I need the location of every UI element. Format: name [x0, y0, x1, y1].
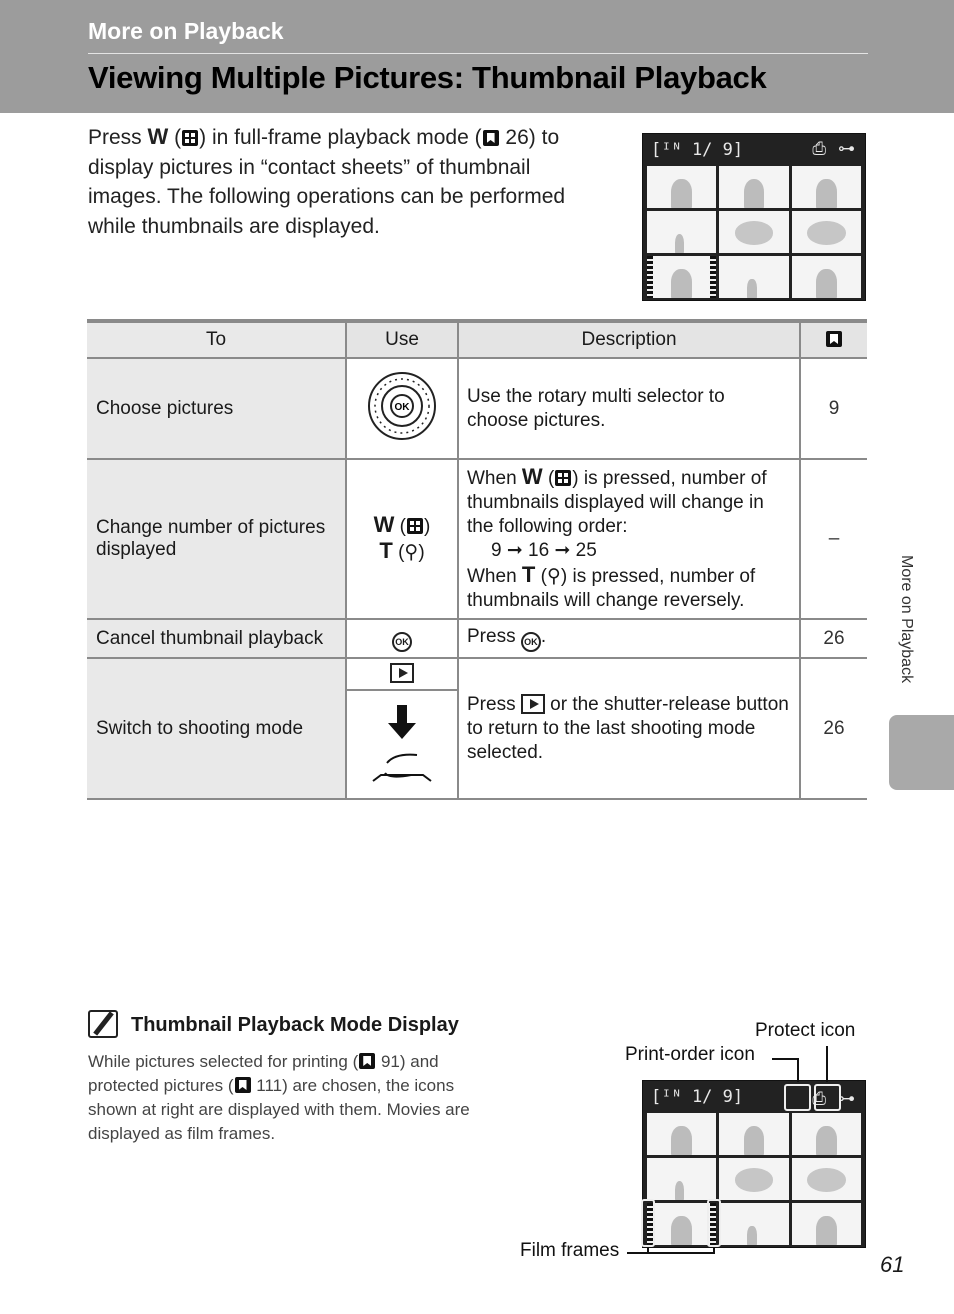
page-ref-icon: [826, 331, 842, 347]
screen-icons: [812, 139, 855, 159]
thumbnail: [647, 211, 716, 253]
row-use: [346, 358, 458, 459]
page-number: 61: [880, 1252, 905, 1277]
thumbnail-screen-example: [642, 133, 866, 301]
playback-button-icon: [390, 663, 414, 683]
note-title: Thumbnail Playback Mode Display: [131, 1014, 459, 1036]
desc-text: Press: [467, 626, 516, 647]
intro-rest: ) to display pictures in “contact sheets” of thumbnail images. The following operations can be performed while thumbnails are displayed.: [88, 126, 566, 238]
table-header-row: [87, 321, 867, 358]
page-header: [0, 0, 954, 113]
note-ref: 111: [256, 1076, 283, 1095]
thumbnail-grid-icon: [555, 470, 571, 486]
note-body: [88, 1050, 478, 1146]
row-description: Use the rotary multi selector to choose pictures.: [458, 358, 800, 459]
thumbnail-grid: [647, 166, 861, 298]
intro-paren: (: [174, 126, 182, 149]
shutter-release-button-icon: [367, 691, 437, 789]
protect-icon-callout: Protect icon: [755, 1020, 856, 1041]
side-tab-label: More on Playback: [898, 555, 915, 684]
row-description: Press OK .: [458, 619, 800, 658]
thumbnail: [792, 211, 861, 253]
picture-counter: [ᴵᴺ 1/ 9]: [651, 1087, 744, 1107]
row-use: W ( ) T (⚲): [346, 459, 458, 619]
magnifier-icon: ⚲: [546, 566, 561, 587]
row-page: 26: [800, 658, 867, 799]
desc-text: When: [467, 566, 517, 587]
intro-ref-page: 26: [505, 126, 529, 149]
rotary-multi-selector-icon: [366, 370, 438, 442]
print-order-icon-callout: Print-order icon: [625, 1044, 755, 1065]
note-text: ) are chosen, the icons shown at right are displayed with them. Movies are displayed as film frames.: [88, 1076, 470, 1143]
film-frame-highlight-left: [641, 1199, 655, 1247]
movie-thumbnail: [647, 256, 716, 298]
print-order-icon: ⎙: [812, 1089, 826, 1109]
protect-callout-line: [826, 1046, 828, 1082]
print-order-highlight: [784, 1084, 811, 1111]
t-key: T: [379, 538, 393, 563]
protect-icon: ⊶: [838, 139, 855, 159]
w-key: W: [147, 124, 169, 149]
thumbnail: [792, 1203, 861, 1245]
header-description: Description: [458, 321, 800, 358]
row-page: –: [800, 459, 867, 619]
thumbnail: [719, 256, 788, 298]
thumbnail: [719, 1203, 788, 1245]
film-callout-line-right: [713, 1247, 715, 1253]
header-to: To: [87, 321, 346, 358]
page-ref-icon: [359, 1053, 375, 1069]
screen-status-bar: [643, 134, 865, 166]
row-to: Choose pictures: [87, 358, 346, 459]
magnifier-icon: ⚲: [404, 542, 419, 563]
print-callout-line-v: [797, 1058, 799, 1082]
thumbnail: [792, 1113, 861, 1155]
thumbnail: [719, 166, 788, 208]
desc-text: Press: [467, 693, 516, 715]
row-use: [346, 619, 458, 658]
row-page: 9: [800, 358, 867, 459]
table-row: [87, 619, 867, 658]
desc-text: or the shutter-release button to return to the last shooting mode selected.: [467, 693, 789, 763]
ok-button-icon: OK: [392, 632, 412, 652]
desc-text: ) is pressed, number of thumbnails displayed will change in the following order:: [467, 468, 767, 537]
header-page-ref: [800, 321, 867, 358]
note-ref: 91: [380, 1052, 400, 1071]
thumbnail: [647, 1113, 716, 1155]
row-page: 26: [800, 619, 867, 658]
protect-icon: ⊶: [838, 1089, 855, 1109]
movie-thumbnail: [647, 1203, 716, 1245]
ok-label: OK: [394, 401, 410, 413]
table-row: [87, 358, 867, 459]
thumbnail: [719, 1158, 788, 1200]
intro-paragraph: [88, 122, 608, 241]
film-callout-line-left: [647, 1247, 649, 1253]
note-text: While pictures selected for printing (: [88, 1052, 359, 1071]
thumbnail: [647, 1158, 716, 1200]
intro-mid: ) in full-frame playback mode (: [199, 126, 482, 149]
header-rule: [88, 53, 868, 54]
ok-button-icon: OK: [521, 632, 541, 652]
page-ref-icon: [483, 130, 499, 146]
film-frame-highlight-right: [707, 1199, 721, 1247]
page-ref-icon: [235, 1077, 251, 1093]
desc-text: When: [467, 468, 517, 489]
thumbnail: [719, 211, 788, 253]
row-description: When W ( ) is pressed, number of thumbnails displayed will change in the following order: 9 ➞ 16 ➞ 25 When T (⚲) is pressed, number of thumbnails will change reversely.: [458, 459, 800, 619]
row-to: Change number of pictures displayed: [87, 459, 346, 619]
section-title: More on Playback: [88, 18, 284, 44]
note-pencil-icon: [88, 1010, 118, 1038]
thumbnail: [792, 256, 861, 298]
row-to: Switch to shooting mode: [87, 658, 346, 799]
row-to: Cancel thumbnail playback: [87, 619, 346, 658]
protect-highlight: [814, 1084, 841, 1111]
side-tab: [889, 715, 954, 790]
film-callout-line-h: [627, 1252, 715, 1254]
row-description: [458, 658, 800, 799]
thumbnail: [792, 166, 861, 208]
intro-press: Press: [88, 126, 142, 149]
thumbnail: [647, 166, 716, 208]
thumbnail: [719, 1113, 788, 1155]
playback-button-icon: [521, 694, 545, 714]
note-text: ) and protected pictures (: [88, 1052, 439, 1095]
table-row: [87, 459, 867, 619]
picture-counter: [ᴵᴺ 1/ 9]: [651, 140, 744, 160]
thumbnail: [792, 1158, 861, 1200]
desc-text: ) is pressed, number of thumbnails will change reversely.: [467, 566, 756, 611]
row-use: [346, 658, 458, 799]
header-use: Use: [346, 321, 458, 358]
w-key: W: [521, 464, 543, 489]
w-key: W: [373, 512, 395, 537]
operations-table: [87, 319, 867, 800]
print-callout-line-h: [772, 1058, 798, 1060]
thumbnail-grid-icon: [407, 518, 423, 534]
t-key: T: [521, 562, 536, 587]
thumbnail-grid: [647, 1113, 861, 1245]
film-frames-callout: Film frames: [520, 1240, 620, 1261]
thumbnail-grid-icon: [182, 130, 198, 146]
table-row: [87, 658, 867, 799]
print-order-icon: ⎙: [812, 139, 826, 159]
page-title: Viewing Multiple Pictures: Thumbnail Playback: [88, 60, 767, 95]
thumbnail-sequence: 9 ➞ 16 ➞ 25: [491, 540, 597, 561]
